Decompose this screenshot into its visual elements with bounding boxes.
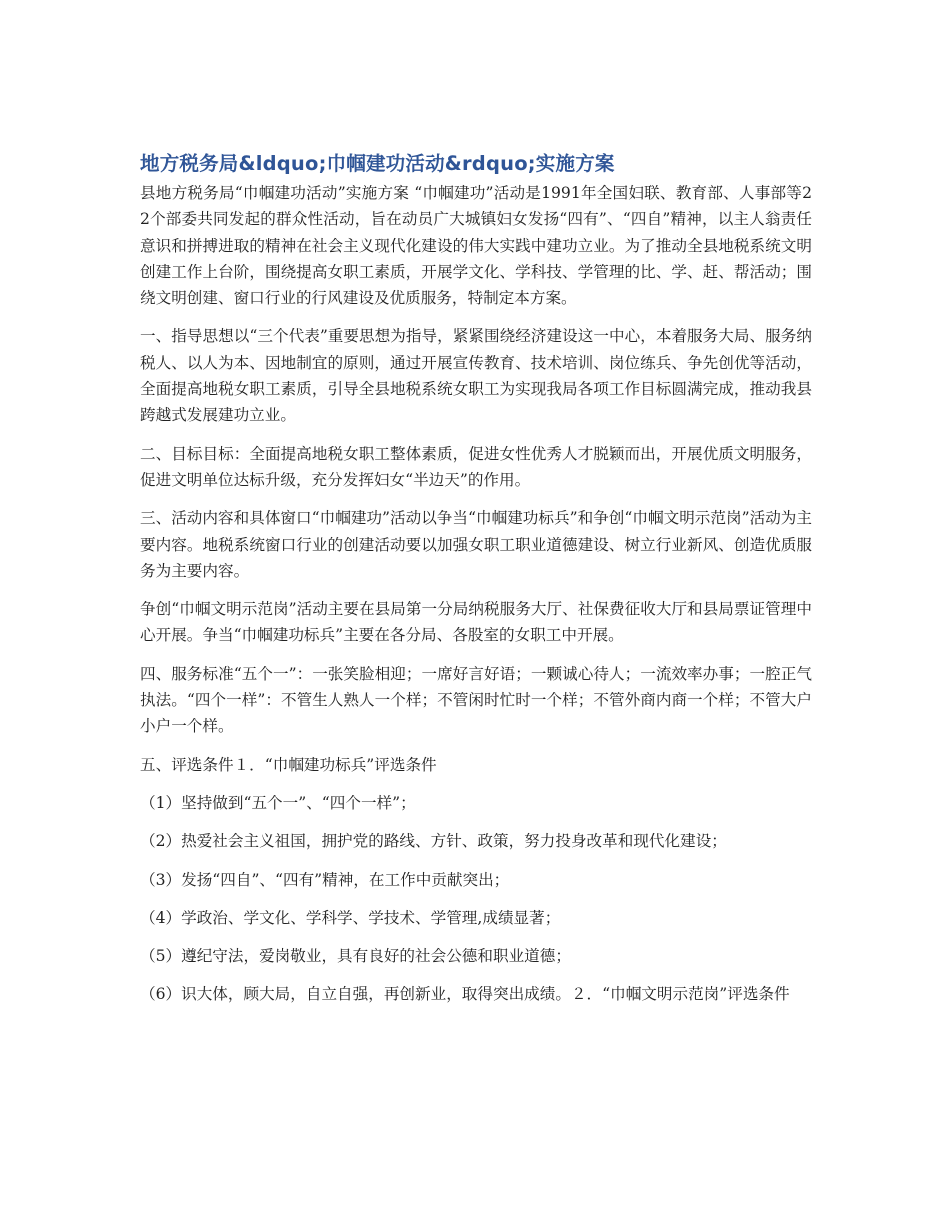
paragraph-selection-criteria-heading: 五、评选条件１．“巾帼建功标兵”评选条件 xyxy=(140,755,437,774)
paragraph-service-standards: 四、服务标准“五个一”：一张笑脸相迎；一席好言好语；一颗诚心待人；一流效率办事；一腔正气执法。“四个一样”：不管生人熟人一个样；不管闲时忙时一个样；不管外商内商一个样；不管大户小户一个样。 xyxy=(140,664,812,736)
criteria-item-5: （5）遵纪守法，爱岗敬业，具有良好的社会公德和职业道德； xyxy=(140,947,571,966)
criteria-item-2: （2）热爱社会主义祖国，拥护党的路线、方针、政策，努力投身改革和现代化建设； xyxy=(140,832,727,851)
criteria-item-6: （6）识大体，顾大局，自立自强，再创新业，取得突出成绩。２．“巾帼文明示范岗”评选条件 xyxy=(140,985,790,1004)
paragraph-guiding-ideology: 一、指导思想以“三个代表”重要思想为指导，紧紧围绕经济建设这一中心，本着服务大局、服务纳税人、以人为本、因地制宜的原则，通过开展宣传教育、技术培训、岗位练兵、争先创优等活动，全面提高地税女职工素质，引导全县地税系统女职工为实现我局各项工作目标圆满完成，推动我县跨越式发展建功立业。 xyxy=(140,327,812,425)
criteria-item-4: （4）学政治、学文化、学科学、学技术、学管理,成绩显著； xyxy=(140,908,561,927)
criteria-item-3: （3）发扬“四自”、“四有”精神，在工作中贡献突出； xyxy=(140,870,510,889)
criteria-item-1: （1）坚持做到“五个一”、“四个一样”； xyxy=(140,793,416,812)
paragraph-goals: 二、目标目标：全面提高地税女职工整体素质，促进女性优秀人才脱颖而出，开展优质文明服务，促进文明单位达标升级，充分发挥妇女“半边天”的作用。 xyxy=(140,444,812,489)
document-page xyxy=(140,150,812,1020)
document-title: 地方税务局&ldquo;巾帼建功活动&rdquo;实施方案 xyxy=(140,152,615,175)
paragraph-activity-content: 三、活动内容和具体窗口“巾帼建功”活动以争当“巾帼建功标兵”和争创“巾帼文明示范岗”活动为主要内容。地税系统窗口行业的创建活动要以加强女职工职业道德建设、树立行业新风、创造优质服务为主要内容。 xyxy=(140,509,812,580)
paragraph-activity-scope: 争创“巾帼文明示范岗”活动主要在县局第一分局纳税服务大厅、社保费征收大厅和县局票证管理中心开展。争当“巾帼建功标兵”主要在各分局、各股室的女职工中开展。 xyxy=(140,600,812,645)
paragraph-intro: 县地方税务局“巾帼建功活动”实施方案 “巾帼建功”活动是1991年全国妇联、教育部、人事部等22个部委共同发起的群众性活动，旨在动员广大城镇妇女发扬“四有”、“四自”精神，以主人翁责任意识和拼搏进取的精神在社会主义现代化建设的伟大实践中建功立业。为了推动全县地税系统文明创建工作上台阶，围绕提高女职工素质，开展学文化、学科技、学管理的比、学、赶、帮活动；围绕文明创建、窗口行业的行风建设及优质服务，特制定本方案。 xyxy=(140,184,812,308)
